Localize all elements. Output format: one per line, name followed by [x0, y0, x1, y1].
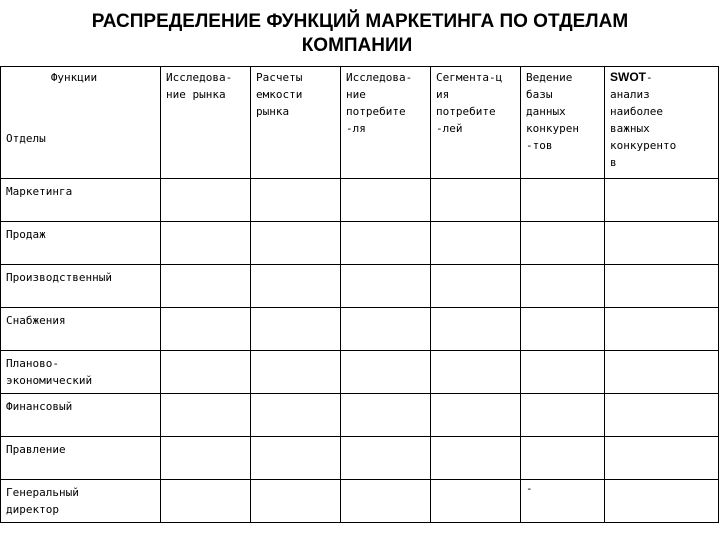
- table-cell: [521, 394, 605, 437]
- table-cell: [341, 179, 431, 222]
- table-cell: [605, 222, 719, 265]
- table-cell: [605, 351, 719, 394]
- table-cell: [341, 480, 431, 523]
- table-cell: [605, 265, 719, 308]
- table-cell: [341, 351, 431, 394]
- page-title: [0, 10, 720, 58]
- director-competitor-database-cell: -: [521, 480, 605, 523]
- column-header-consumer-research: Исследова- ние потребите -ля: [341, 67, 431, 179]
- table-cell: [521, 179, 605, 222]
- table-cell: [431, 480, 521, 523]
- column-header-consumer-segmentation: Сегмента-ц ия потребите -лей: [431, 67, 521, 179]
- table-cell: [431, 265, 521, 308]
- table-cell: [521, 351, 605, 394]
- table-cell: [605, 179, 719, 222]
- table-cell: [161, 437, 251, 480]
- title-line-2: КОМПАНИИ: [301, 35, 413, 56]
- table-row: [1, 222, 719, 265]
- table-cell: [521, 437, 605, 480]
- row-label-supply: Снабжения: [1, 308, 161, 351]
- table-cell: [431, 308, 521, 351]
- table-cell: [161, 179, 251, 222]
- table-cell: [521, 308, 605, 351]
- row-label-sales: Продаж: [1, 222, 161, 265]
- swot-header-text: анализ наиболее важных конкуренто в: [610, 88, 677, 169]
- table-cell: [161, 265, 251, 308]
- column-header-market-capacity: Расчеты емкости рынка: [251, 67, 341, 179]
- table-cell: [251, 222, 341, 265]
- table-cell: [341, 222, 431, 265]
- row-label-board: Правление: [1, 437, 161, 480]
- row-label-financial: Финансовый: [1, 394, 161, 437]
- table-cell: [431, 351, 521, 394]
- table-row: [1, 394, 719, 437]
- table-cell: [251, 179, 341, 222]
- table-cell: [251, 351, 341, 394]
- table-cell: [161, 351, 251, 394]
- table-row: [1, 480, 719, 523]
- header-departments-label: Отделы: [6, 132, 46, 145]
- table-cell: [341, 308, 431, 351]
- table-cell: [341, 437, 431, 480]
- table-cell: [605, 480, 719, 523]
- table-cell: [605, 394, 719, 437]
- column-header-market-research: Исследова- ние рынка: [161, 67, 251, 179]
- header-corner-cell: [1, 67, 161, 179]
- table-cell: [251, 308, 341, 351]
- table-cell: [521, 265, 605, 308]
- table-row: [1, 351, 719, 394]
- table-cell: [431, 179, 521, 222]
- table-cell: [161, 308, 251, 351]
- row-label-production: Производственный: [1, 265, 161, 308]
- table-cell: [605, 308, 719, 351]
- table-row: [1, 179, 719, 222]
- table-cell: [251, 394, 341, 437]
- header-functions-label: Функции: [50, 71, 98, 84]
- column-header-competitor-database: Ведение базы данных конкурен -тов: [521, 67, 605, 179]
- table-row: [1, 437, 719, 480]
- table-cell: [431, 394, 521, 437]
- table-row: [1, 308, 719, 351]
- column-header-swot-analysis: [605, 67, 719, 179]
- table-cell: [521, 222, 605, 265]
- table-cell: [431, 437, 521, 480]
- functions-table: [0, 66, 719, 523]
- table-cell: [341, 265, 431, 308]
- title-line-1: РАСПРЕДЕЛЕНИЕ ФУНКЦИЙ МАРКЕТИНГА ПО ОТДЕЛАМ: [91, 11, 629, 32]
- table-row: [1, 265, 719, 308]
- row-label-marketing: Маркетинга: [1, 179, 161, 222]
- swot-label: SWOT: [610, 70, 646, 84]
- table-cell: [605, 437, 719, 480]
- table-cell: [161, 222, 251, 265]
- table-cell: [431, 222, 521, 265]
- table-cell: [161, 394, 251, 437]
- table-cell: [251, 480, 341, 523]
- table-cell: [341, 394, 431, 437]
- row-label-general-director: Генеральный директор: [1, 480, 161, 523]
- table-cell: [251, 437, 341, 480]
- swot-dash: -: [646, 71, 653, 84]
- table-cell: [161, 480, 251, 523]
- table-header-row: [1, 67, 719, 179]
- table-cell: [251, 265, 341, 308]
- row-label-planning-economic: Планово- экономический: [1, 351, 161, 394]
